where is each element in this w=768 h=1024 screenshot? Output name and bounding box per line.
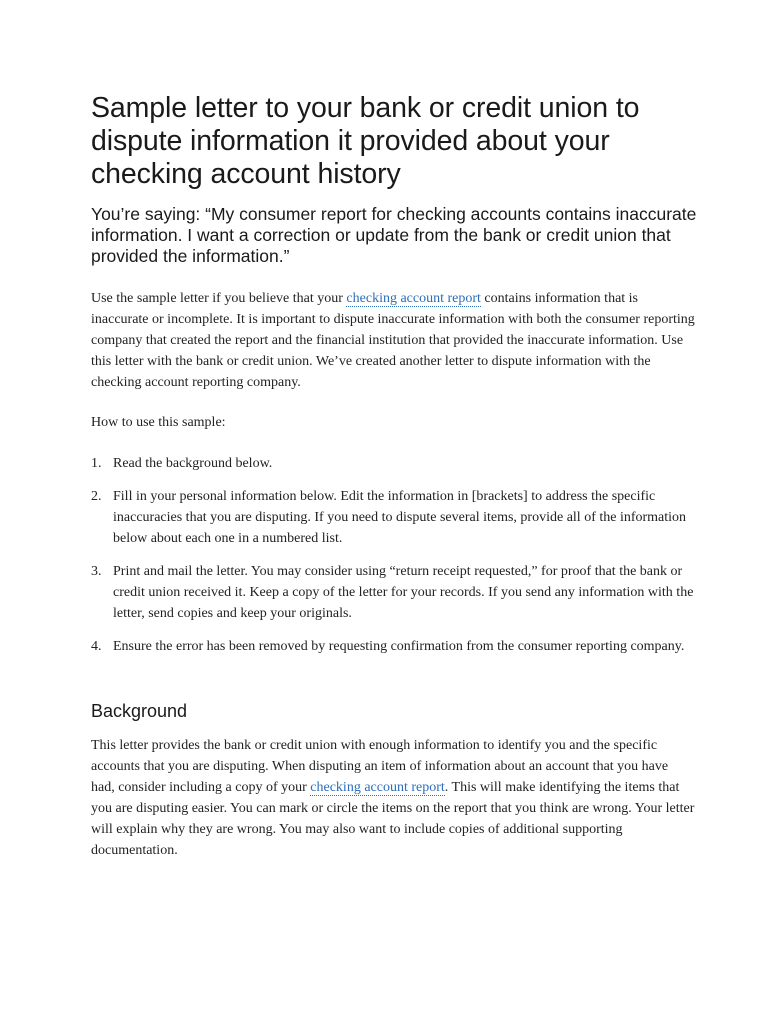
background-paragraph [91, 735, 695, 861]
background-text-before: This letter provides the bank or credit union with enough information to identify you and the specific accounts that you are disputing. When disputing an item of information about an account that you have had, consider including a copy of your [91, 738, 669, 795]
intro-text-before: Use the sample letter if you believe that your [91, 291, 347, 306]
page-subtitle: You’re saying: “My consumer report for checking accounts contains inaccurate information. I want a correction or update from the bank or credit union that provided the information.” [91, 204, 697, 266]
list-item [91, 636, 695, 657]
intro-text-after: contains information that is inaccurate or incomplete. It is important to dispute inaccurate information with both the consumer reporting company that created the report and the financial institution that provided the inaccurate information. Use this letter with the bank or credit union. We’ve created another letter to dispute information with the checking account reporting company. [91, 291, 695, 390]
background-text-after: . This will make identifying the items that you are disputing easier. You can mark or circle the items on the report that you think are wrong. Your letter will explain why they are wrong. You may also want to include copies of additional supporting documentation. [91, 780, 695, 858]
list-item-text: Fill in your personal information below. Edit the information in [brackets] to address the specific inaccuracies that you are disputing. If you need to dispute several items, provide all of the information below about each one in a numbered list. [113, 489, 687, 546]
list-item [91, 561, 695, 624]
list-item-number: 2. [91, 489, 102, 504]
list-item [91, 486, 695, 549]
how-to-label: How to use this sample: [91, 415, 226, 430]
list-item-text: Read the background below. [113, 456, 273, 471]
intro-paragraph [91, 288, 695, 393]
list-item [91, 453, 695, 474]
list-item-number: 4. [91, 639, 102, 654]
background-heading: Background [91, 701, 188, 721]
steps-list [91, 453, 695, 657]
checking-account-report-link[interactable]: checking account report [310, 780, 445, 795]
list-item-number: 1. [91, 456, 102, 471]
list-item-number: 3. [91, 564, 102, 579]
checking-account-report-link[interactable]: checking account report [346, 291, 481, 306]
list-item-text: Ensure the error has been removed by requesting confirmation from the consumer reporting company. [113, 639, 685, 654]
page-title: Sample letter to your bank or credit union to dispute information it provided about your checking account history [91, 92, 640, 190]
list-item-text: Print and mail the letter. You may consider using “return receipt requested,” for proof that the bank or credit union received it. Keep a copy of the letter for your records. If you send any information with the letter, send copies and keep your originals. [113, 564, 694, 621]
